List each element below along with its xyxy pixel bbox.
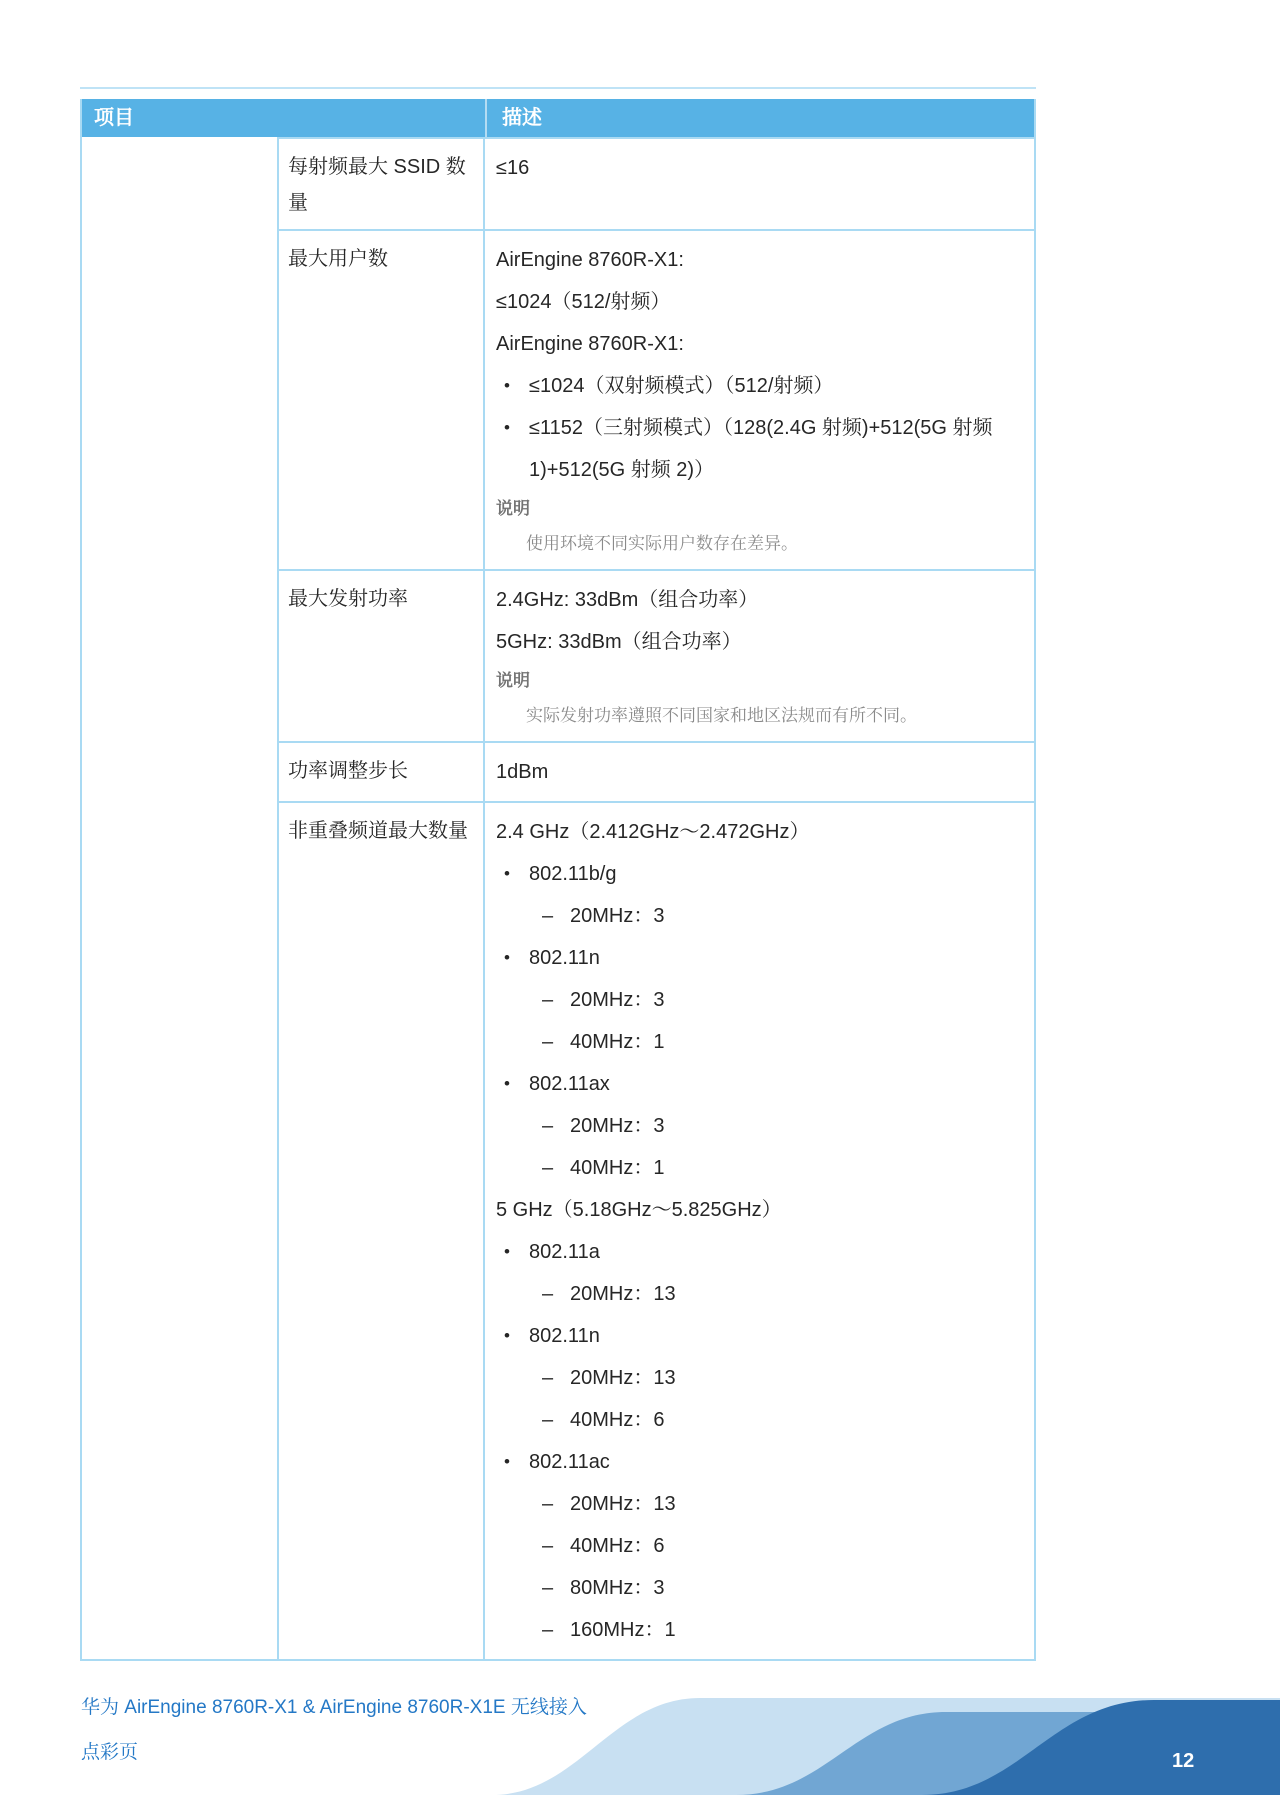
table-row	[279, 229, 1034, 569]
dash-icon: –	[542, 1367, 554, 1389]
bullet-item	[496, 1231, 1020, 1273]
item-text: 80MHz：3	[570, 1577, 665, 1599]
spec-text: ≤1024（512/射频）	[496, 291, 671, 313]
row-label: 非重叠频道最大数量	[279, 803, 485, 1659]
dash-item	[496, 895, 1020, 937]
bullet-item	[496, 853, 1020, 895]
dash-icon: –	[542, 1409, 554, 1431]
footer-wave-graphic	[0, 1640, 1280, 1810]
item-text: 802.11n	[529, 1325, 600, 1347]
table-rows	[279, 137, 1034, 1659]
spec-text: AirEngine 8760R-X1:	[496, 249, 684, 271]
dash-item	[496, 1357, 1020, 1399]
item-text: 20MHz：13	[570, 1283, 676, 1305]
bullet-item	[496, 365, 1020, 407]
column-header-item: 项目	[82, 99, 487, 137]
item-text: ≤1024（双射频模式）（512/射频）	[529, 375, 834, 397]
row-content	[485, 743, 1034, 801]
bullet-icon: •	[504, 1326, 510, 1345]
bullet-icon: •	[504, 1074, 510, 1093]
spec-text: ≤16	[496, 157, 530, 179]
row-content	[485, 139, 1034, 229]
bullet-item	[496, 937, 1020, 979]
item-text: 40MHz：6	[570, 1535, 665, 1557]
note-title: 说明	[496, 499, 530, 518]
spec-table	[80, 99, 1036, 1661]
spec-text: 1dBm	[496, 761, 549, 783]
dash-item	[496, 1105, 1020, 1147]
dash-icon: –	[542, 1283, 554, 1305]
bullet-icon: •	[504, 1242, 510, 1261]
item-text: 20MHz：13	[570, 1493, 676, 1515]
item-text: 20MHz：3	[570, 905, 665, 927]
item-text: 40MHz：1	[570, 1157, 665, 1179]
dash-item	[496, 1483, 1020, 1525]
footer-title-line2: 点彩页	[81, 1742, 139, 1763]
row-label: 最大用户数	[279, 231, 485, 569]
table-row	[279, 741, 1034, 801]
table-row	[279, 801, 1034, 1659]
row-content	[485, 803, 1034, 1659]
spec-text: AirEngine 8760R-X1:	[496, 333, 684, 355]
table-header-row	[82, 99, 1034, 137]
note-title: 说明	[496, 671, 530, 690]
dash-icon: –	[542, 1577, 554, 1599]
dash-icon: –	[542, 1031, 554, 1053]
spec-text: 5 GHz（5.18GHz～5.825GHz）	[496, 1199, 782, 1221]
item-text: 20MHz：13	[570, 1367, 676, 1389]
dash-item	[496, 1147, 1020, 1189]
dash-icon: –	[542, 1535, 554, 1557]
dash-item	[496, 1273, 1020, 1315]
bullet-icon: •	[504, 948, 510, 967]
table-top-border	[80, 87, 1036, 89]
dash-item	[496, 979, 1020, 1021]
bullet-item	[496, 1063, 1020, 1105]
row-label: 功率调整步长	[279, 743, 485, 801]
dash-item	[496, 1525, 1020, 1567]
item-text: 802.11n	[529, 947, 600, 969]
bullet-icon: •	[504, 864, 510, 883]
bullet-icon: •	[504, 418, 510, 437]
page-number: 12	[1172, 1750, 1195, 1772]
item-text: 802.11a	[529, 1241, 600, 1263]
dash-item	[496, 1567, 1020, 1609]
dash-icon: –	[542, 1619, 554, 1641]
merged-category-cell	[82, 137, 279, 1659]
spec-text: 2.4 GHz（2.412GHz～2.472GHz）	[496, 821, 810, 843]
footer-title-line1: 华为 AirEngine 8760R-X1 & AirEngine 8760R-X1E 无线接入	[81, 1697, 587, 1718]
dash-item	[496, 1021, 1020, 1063]
dash-icon: –	[542, 1157, 554, 1179]
table-row	[279, 137, 1034, 229]
row-label: 每射频最大 SSID 数量	[279, 139, 485, 229]
bullet-item	[496, 1315, 1020, 1357]
dash-icon: –	[542, 1493, 554, 1515]
item-text: 20MHz：3	[570, 989, 665, 1011]
dash-item	[496, 1399, 1020, 1441]
bullet-item	[496, 1441, 1020, 1483]
dash-icon: –	[542, 905, 554, 927]
dash-icon: –	[542, 989, 554, 1011]
item-text: 40MHz：6	[570, 1409, 665, 1431]
column-header-description: 描述	[502, 107, 542, 129]
table-body	[82, 137, 1034, 1659]
item-text: 802.11b/g	[529, 863, 617, 885]
dash-icon: –	[542, 1115, 554, 1137]
item-text: ≤1152（三射频模式）（128(2.4G 射频)+512(5G 射频 1)+512(5G 射频 2)）	[529, 417, 993, 481]
row-content	[485, 231, 1034, 569]
note-text: 使用环境不同实际用户数存在差异。	[526, 534, 798, 553]
spec-text: 2.4GHz: 33dBm（组合功率）	[496, 589, 759, 611]
row-label: 最大发射功率	[279, 571, 485, 741]
bullet-icon: •	[504, 376, 510, 395]
bullet-item	[496, 407, 1020, 491]
item-text: 40MHz：1	[570, 1031, 665, 1053]
table-row	[279, 569, 1034, 741]
bullet-icon: •	[504, 1452, 510, 1471]
item-text: 802.11ac	[529, 1451, 610, 1473]
note-text: 实际发射功率遵照不同国家和地区法规而有所不同。	[526, 706, 917, 725]
row-content	[485, 571, 1034, 741]
item-text: 160MHz：1	[570, 1619, 676, 1641]
spec-text: 5GHz: 33dBm（组合功率）	[496, 631, 742, 653]
item-text: 20MHz：3	[570, 1115, 665, 1137]
item-text: 802.11ax	[529, 1073, 610, 1095]
